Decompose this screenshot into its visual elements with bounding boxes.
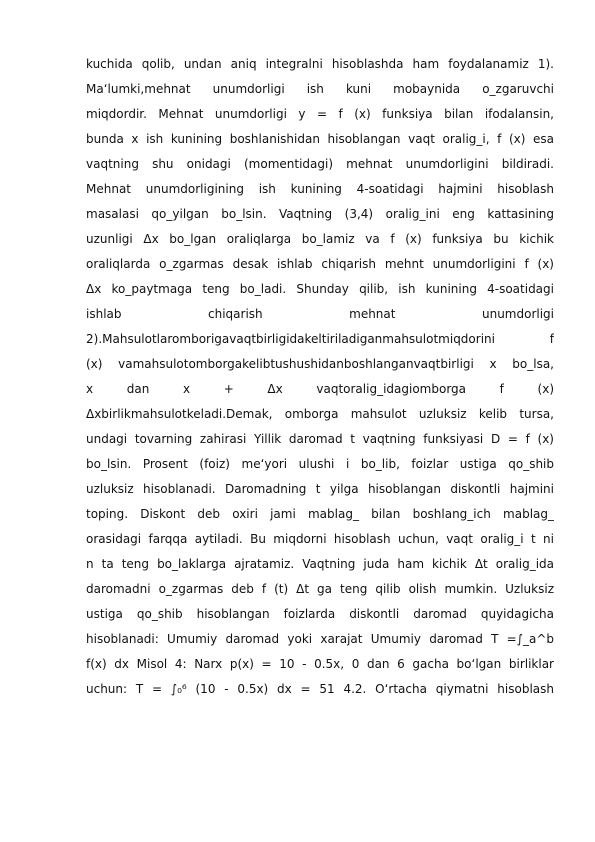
text-line-19: toping. Diskont deb oxiri jami mablag_ bilan boshlang_ich mablag_ — [86, 507, 554, 521]
text-line-23: ustiga qo_shib hisoblangan foizlarda diskontli daromad quyidagicha — [86, 607, 554, 621]
text-line-1: kuchida qolib, undan aniq integralni hisoblashda ham foydalanamiz 1). — [86, 57, 554, 71]
text-line-24: hisoblanadi: Umumiy daromad yoki xarajat Umumiy daromad T =∫_a^b — [86, 632, 554, 646]
text-line-5: vaqtning shu onidagi (momentidagi) mehnat unumdorligini bildiradi. — [86, 157, 554, 171]
text-line-2: Ma‘lumki,mehnat unumdorligi ish kuni mobaynida o_zgaruvchi — [86, 82, 554, 96]
text-line-6: Mehnat unumdorligining ish kunining 4-soatidagi hajmini hisoblash — [86, 182, 554, 196]
text-line-20: orasidagi farqqa aytiladi. Bu miqdorni hisoblash uchun, vaqt oralig_i t ni — [86, 532, 554, 546]
text-line-12: 2).Mahsulotlaromborigavaqtbirligidakeltiriladiganmahsulotmiqdorini f — [86, 332, 554, 346]
text-line-22: daromadni o_zgarmas deb f (t) Δt ga teng qilib olish mumkin. Uzluksiz — [86, 582, 554, 596]
text-line-3: miqdordir. Mehnat unumdorligi y = f (x) funksiya bilan ifodalansin, — [86, 107, 554, 121]
document-body — [86, 52, 554, 702]
text-line-16: undagi tovarning zahirasi Yillik daromad t vaqtning funksiyasi D = f (x) — [86, 432, 554, 446]
text-line-4: bunda x ish kunining boshlanishidan hisoblangan vaqt oralig_i, f (x) esa — [86, 132, 554, 146]
text-line-11: ishlab chiqarish mehnat unumdorligi — [86, 307, 554, 321]
text-line-10: Δx ko_paytmaga teng bo_ladi. Shunday qilib, ish kunining 4-soatidagi — [86, 282, 554, 296]
text-line-9: oraliqlarda o_zgarmas desak ishlab chiqarish mehnt unumdorligini f (x) — [86, 257, 554, 271]
text-line-7: masalasi qo_yilgan bo_lsin. Vaqtning (3,4) oralig_ini eng kattasining — [86, 207, 554, 221]
text-line-13: (x) vamahsulotomborgakelibtushushidanboshlanganvaqtbirligi x bo_lsa, — [86, 357, 554, 371]
text-line-21: n ta teng bo_laklarga ajratamiz. Vaqtning juda ham kichik Δt oralig_ida — [86, 557, 554, 571]
text-line-14: x dan x + Δx vaqtoralig_idagiomborga f (x) — [86, 382, 554, 396]
text-line-25: f(x) dx Misol 4: Narx p(x) = 10 - 0.5x, 0 dan 6 gacha bo‘lgan birliklar — [86, 657, 554, 671]
text-line-8: uzunligi Δx bo_lgan oraliqlarga bo_lamiz va f (x) funksiya bu kichik — [86, 232, 554, 246]
text-line-26: uchun: T = ∫₀⁶ (10 - 0.5x) dx = 51 4.2. O‘rtacha qiymatni hisoblash — [86, 682, 554, 696]
text-line-18: uzluksiz hisoblanadi. Daromadning t yilga hisoblangan diskontli hajmini — [86, 482, 554, 496]
text-line-15: Δxbirlikmahsulotkeladi.Demak, omborga mahsulot uzluksiz kelib tursa, — [86, 407, 554, 421]
text-line-17: bo_lsin. Prosent (foiz) me‘yori ulushi i bo_lib, foizlar ustiga qo_shib — [86, 457, 554, 471]
